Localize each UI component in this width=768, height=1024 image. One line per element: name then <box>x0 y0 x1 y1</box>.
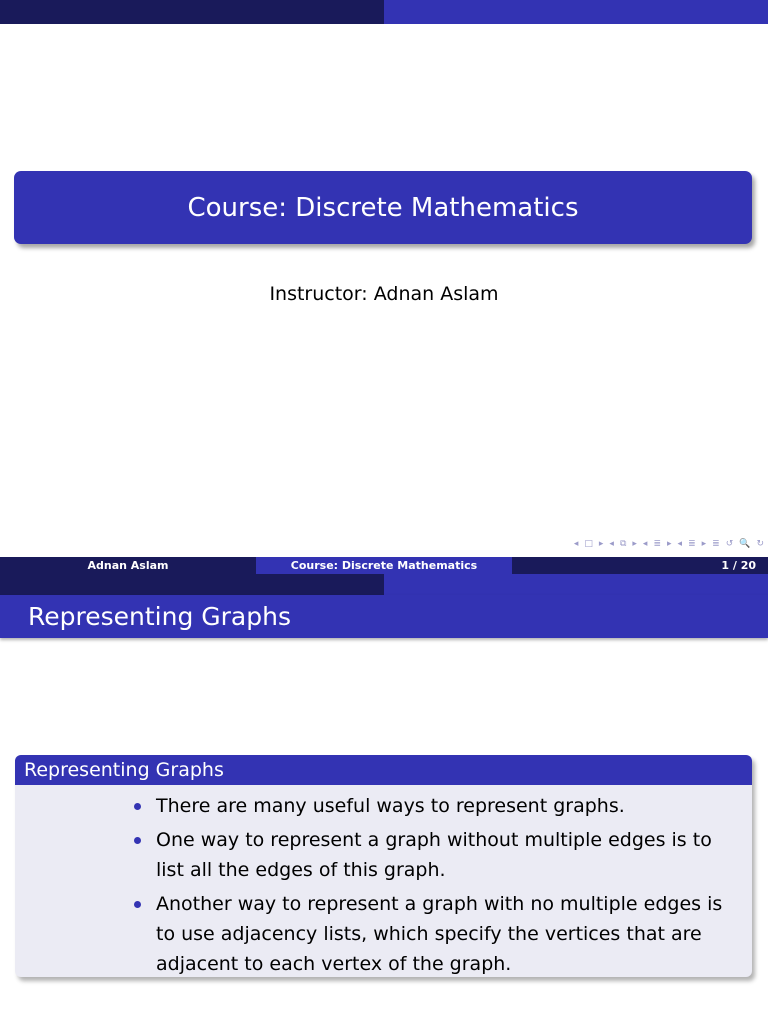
nav-section-icon[interactable]: ≣ <box>688 539 696 549</box>
bullet-icon <box>134 837 141 844</box>
slide-title-box <box>14 171 752 244</box>
bullet-list <box>132 791 732 977</box>
block-title <box>15 755 752 785</box>
nav-next-subsection-icon[interactable]: ▸ <box>667 539 672 549</box>
footer-page-text: 1 / 20 <box>721 559 756 572</box>
footer-course-text: Course: Discrete Mathematics <box>290 559 478 572</box>
header-bar-left <box>0 0 384 24</box>
header-bar-right <box>384 0 768 24</box>
nav-prev-frame-icon[interactable]: ◂ <box>609 539 614 549</box>
list-item-text: One way to represent a graph without multiple edges is to list all the edges of this graph. <box>156 829 712 881</box>
bullet-icon <box>134 901 141 908</box>
list-item <box>132 825 732 885</box>
header-bar-right-2 <box>384 574 768 595</box>
list-item <box>132 889 732 977</box>
nav-next-frame-icon[interactable]: ▸ <box>632 539 637 549</box>
slide-title: Course: Discrete Mathematics <box>187 192 579 223</box>
frame-title: Representing Graphs <box>28 602 291 631</box>
nav-prev-slide-icon[interactable]: ◂ <box>573 539 579 549</box>
instructor-text: Instructor: Adnan Aslam <box>269 283 499 305</box>
nav-next-slide-icon[interactable]: ▸ <box>598 539 604 549</box>
nav-prev-section-icon[interactable]: ◂ <box>677 539 683 549</box>
footer-author <box>0 557 256 574</box>
nav-back-icon[interactable]: ↺ <box>725 539 734 549</box>
footer-course <box>256 557 512 574</box>
block-title-text: Representing Graphs <box>24 759 224 781</box>
footer-author-text: Adnan Aslam <box>87 559 169 572</box>
list-item <box>132 791 732 821</box>
footer-page-number <box>512 557 768 574</box>
nav-forward-icon[interactable]: ↻ <box>756 539 764 549</box>
nav-subsection-icon[interactable]: ≣ <box>653 539 661 549</box>
frame-title-bar <box>0 595 768 638</box>
nav-frame-icon[interactable]: ⧉ <box>619 539 627 549</box>
nav-prev-subsection-icon[interactable]: ◂ <box>642 539 648 549</box>
nav-search-icon[interactable]: 🔍 <box>739 539 751 549</box>
nav-document-icon[interactable]: ≣ <box>712 539 720 549</box>
bullet-icon <box>134 803 141 810</box>
content-block <box>15 755 752 977</box>
header-bar-left-2 <box>0 574 384 595</box>
beamer-navigation[interactable] <box>496 536 764 552</box>
nav-next-section-icon[interactable]: ▸ <box>701 539 707 549</box>
list-item-text: Another way to represent a graph with no multiple edges is to use adjacency lists, which specify the vertices that are adjacent to each vertex of the graph. <box>156 893 723 975</box>
list-item-text: There are many useful ways to represent graphs. <box>156 795 625 817</box>
nav-slide-icon[interactable]: □ <box>584 539 593 549</box>
